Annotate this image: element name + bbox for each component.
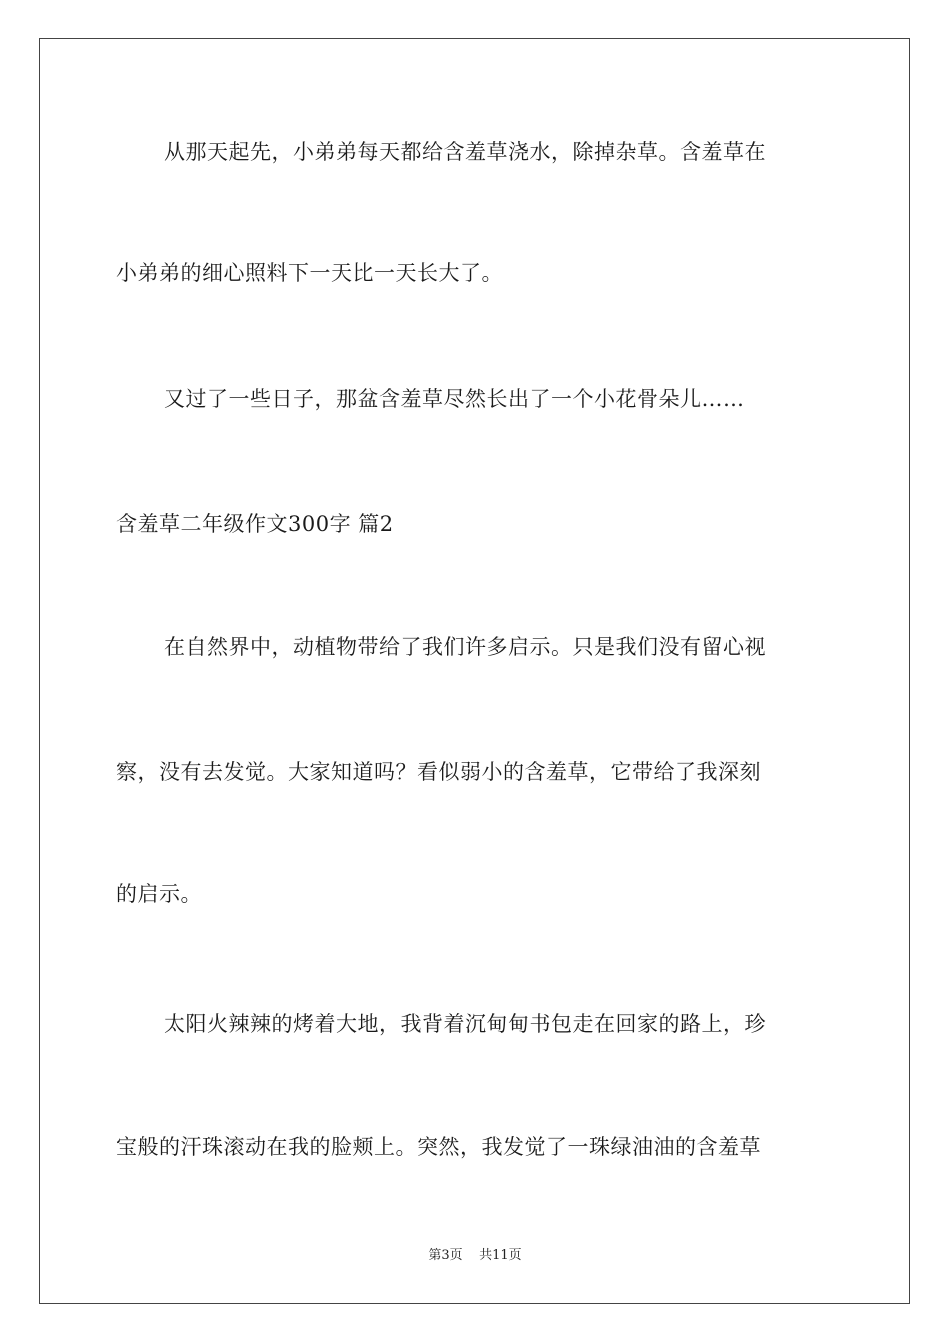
paragraph-line: 察，没有去发觉。大家知道吗？看似弱小的含羞草，它带给了我深刻 — [116, 760, 761, 784]
section-heading: 含羞草二年级作文300字 篇2 — [116, 512, 394, 536]
page-border — [39, 38, 910, 1304]
paragraph-line: 又过了一些日子，那盆含羞草尽然长出了一个小花骨朵儿…… — [164, 387, 745, 411]
page-total: 共11页 — [479, 1248, 522, 1263]
page-footer — [0, 1246, 950, 1266]
paragraph-line: 在自然界中，动植物带给了我们许多启示。只是我们没有留心视 — [164, 635, 766, 659]
paragraph-line: 宝般的汗珠滚动在我的脸颊上。突然，我发觉了一珠绿油油的含羞草 — [116, 1135, 761, 1159]
paragraph-line: 从那天起先，小弟弟每天都给含羞草浇水，除掉杂草。含羞草在 — [164, 140, 766, 164]
page-number: 第3页 — [428, 1248, 463, 1263]
paragraph-line: 的启示。 — [116, 882, 202, 906]
paragraph-line: 小弟弟的细心照料下一天比一天长大了。 — [116, 261, 503, 285]
paragraph-line: 太阳火辣辣的烤着大地，我背着沉甸甸书包走在回家的路上，珍 — [164, 1012, 766, 1036]
